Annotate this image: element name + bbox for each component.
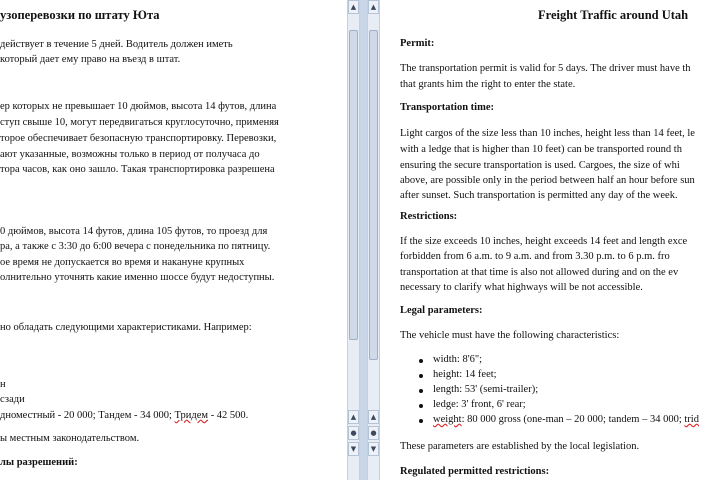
left-doc-misspelled-word: Тридем [174, 410, 209, 421]
legal-list-text: : 80 000 gross (one-man – 20 000; tandem – 34 000; [461, 414, 685, 425]
legal-list-item [433, 413, 699, 427]
legal-footer: These parameters are established by the local legislation. [400, 441, 640, 452]
misspelled-word: trid [684, 414, 699, 425]
restrictions-heading: Restrictions: [400, 211, 458, 222]
left-doc-line: ают указанные, возможны только в период от получаса до [0, 149, 260, 160]
bullet-icon [419, 419, 423, 423]
left-doc-line: действует в течение 5 дней. Водитель должен иметь [0, 39, 233, 50]
right-vertical-scrollbar[interactable] [367, 0, 380, 480]
restrictions-line: forbidden from 6 a.m. to 9 a.m. and from 3.30 p.m. to 6 p.m. fro [400, 251, 670, 262]
right-document-page [380, 0, 720, 480]
misspelled-word: weight [433, 414, 462, 425]
left-doc-line [0, 409, 248, 423]
left-doc-line: ра, а также с 3:30 до 6:00 вечера с понедельника по пятницу. [0, 241, 271, 252]
permit-line: that grants him the right to enter the state. [400, 79, 576, 90]
left-scroll-thumb[interactable] [349, 30, 358, 340]
legal-intro: The vehicle must have the following characteristics: [400, 330, 620, 341]
restrictions-line: transportation at that time is also not allowed during and on the ev [400, 267, 679, 278]
bullet-icon [419, 374, 423, 378]
legal-parameters-heading: Legal parameters: [400, 305, 483, 316]
left-doc-line: ое время не допускается во время и накануне крупных [0, 257, 245, 268]
restrictions-line: necessary to clarify what highways will be not accessible. [400, 282, 643, 293]
time-line: after sunset. Such transportation is permitted any day of the week. [400, 190, 678, 201]
legal-list-item: length: 53' (semi-trailer); [433, 384, 539, 395]
left-doc-line: но обладать следующими характеристиками. Например: [0, 322, 252, 333]
regulated-restrictions-heading: Regulated permitted restrictions: [400, 466, 550, 477]
left-doc-line: ы местным законодательством. [0, 433, 140, 444]
legal-list-item: height: 14 feet; [433, 369, 497, 380]
time-line: Light cargos of the size less than 10 inches, height less than 14 feet, le [400, 128, 695, 139]
time-line: above, are possible only in the period between half an hour before sun [400, 175, 695, 186]
time-line: with a ledge that is higher than 10 feet) can be transported round th [400, 144, 682, 155]
scroll-up-arrow-icon[interactable]: ▲ [368, 0, 379, 14]
transportation-time-heading: Transportation time: [400, 102, 495, 113]
next-page-icon[interactable]: ▼ [368, 442, 379, 456]
select-browse-object-icon[interactable]: ● [348, 426, 359, 440]
time-line: ensuring the secure transportation is used. Cargoes, the size of whi [400, 160, 680, 171]
prev-page-icon[interactable]: ▲ [368, 410, 379, 424]
left-doc-line: ер которых не превышает 10 дюймов, высота 14 футов, длина [0, 101, 277, 112]
bullet-icon [419, 404, 423, 408]
prev-page-icon[interactable]: ▲ [348, 410, 359, 424]
left-doc-line: тора часов, как оно зашло. Такая транспортировка разрешена [0, 164, 275, 175]
legal-list-item: ledge: 3' front, 6' rear; [433, 399, 526, 410]
select-browse-object-icon[interactable]: ● [368, 426, 379, 440]
next-page-icon[interactable]: ▼ [348, 442, 359, 456]
left-doc-line: который дает ему право на въезд в штат. [0, 54, 181, 65]
left-doc-line: 0 дюймов, высота 14 футов, длина 105 футов, то проезд для [0, 226, 268, 237]
right-scroll-thumb[interactable] [369, 30, 378, 360]
permit-line: The transportation permit is valid for 5 days. The driver must have th [400, 63, 691, 74]
pane-splitter[interactable] [360, 0, 367, 480]
left-doc-title: узоперевозки по штату Юта [0, 8, 160, 22]
legal-list-item: width: 8'6"; [433, 354, 483, 365]
bullet-icon [419, 359, 423, 363]
left-doc-heading: лы разрешений: [0, 457, 78, 468]
left-doc-line: торое обеспечивает безопасную транспортировку. Перевозки, [0, 133, 277, 144]
left-doc-text: - 42 500. [208, 410, 249, 421]
left-vertical-scrollbar[interactable] [347, 0, 360, 480]
left-doc-line: ступ свыше 10, могут передвигаться круглосуточно, применяя [0, 117, 279, 128]
left-doc-line: н [0, 379, 6, 390]
restrictions-line: If the size exceeds 10 inches, height exceeds 14 feet and length exce [400, 236, 688, 247]
left-doc-text: дноместный - 20 000; Тандем - 34 000; [0, 410, 175, 421]
left-doc-line: сзади [0, 394, 25, 405]
scroll-up-arrow-icon[interactable]: ▲ [348, 0, 359, 14]
left-doc-line: олнительно уточнять какие именно шоссе будут недоступны. [0, 272, 275, 283]
left-document-page [0, 0, 347, 480]
bullet-icon [419, 389, 423, 393]
right-doc-title: Freight Traffic around Utah [538, 8, 689, 22]
permit-heading: Permit: [400, 38, 435, 49]
